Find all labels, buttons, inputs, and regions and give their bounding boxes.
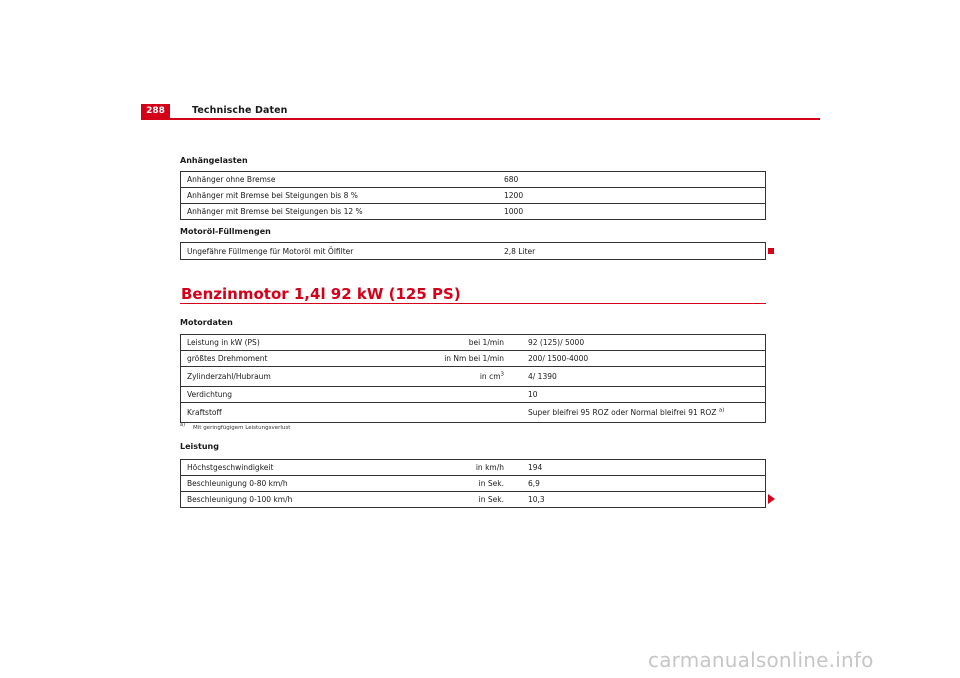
- table-row: [181, 351, 766, 367]
- row-unit: bei 1/min: [414, 335, 510, 351]
- value-text: Super bleifrei 95 ROZ oder Normal bleifrei 91 ROZ: [528, 408, 717, 417]
- row-label: Höchstgeschwindigkeit: [181, 460, 415, 476]
- row-label: Anhänger mit Bremse bei Steigungen bis 12 %: [187, 207, 363, 216]
- footnote-text: Mit geringfügigem Leistungsverlust: [193, 424, 291, 431]
- row-label: Kraftstoff: [187, 408, 222, 417]
- row-unit: in Sek.: [414, 476, 510, 492]
- table-row: [181, 403, 766, 423]
- row-value: 4/ 1390: [510, 367, 766, 387]
- row-label: Verdichtung: [181, 387, 415, 403]
- section-title: Benzinmotor 1,4l 92 kW (125 PS): [181, 285, 461, 303]
- row-label: Leistung in kW (PS): [181, 335, 415, 351]
- footnote-reference: a): [718, 407, 725, 414]
- heading-motordaten: Motordaten: [180, 318, 233, 327]
- row-label: Beschleunigung 0-80 km/h: [181, 476, 415, 492]
- table-leistung: [180, 459, 766, 508]
- row-value: 6,9: [510, 476, 766, 492]
- row-unit: in km/h: [414, 460, 510, 476]
- row-label: Ungefähre Füllmenge für Motoröl mit Ölfilter: [187, 246, 354, 256]
- red-triangle-arrow-icon: [768, 494, 775, 504]
- unit-text: in cm: [479, 372, 501, 381]
- row-value: 680: [504, 172, 766, 188]
- section-rule: [180, 303, 766, 304]
- row-unit: in Nm bei 1/min: [414, 351, 510, 367]
- row-value: 194: [510, 460, 766, 476]
- table-row: [181, 335, 766, 351]
- table-row: [181, 204, 766, 220]
- row-unit: [414, 387, 510, 403]
- row-value: 10,3: [528, 495, 545, 504]
- row-value: 2,8 Liter: [504, 246, 536, 256]
- table-row: [181, 460, 766, 476]
- row-unit: [414, 403, 510, 423]
- table-row: [181, 172, 766, 188]
- row-value: [510, 403, 766, 423]
- row-label: Zylinderzahl/Hubraum: [181, 367, 415, 387]
- footnote: [180, 422, 290, 431]
- row-label: Beschleunigung 0-100 km/h: [187, 495, 293, 504]
- row-value: 200/ 1500-4000: [510, 351, 766, 367]
- row-value: 92 (125)/ 5000: [510, 335, 766, 351]
- row-value: 10: [510, 387, 766, 403]
- row-unit: in Sek.: [478, 495, 504, 504]
- row-label: Anhänger ohne Bremse: [181, 172, 505, 188]
- row-value: 1200: [504, 188, 766, 204]
- page-header-title: Technische Daten: [192, 105, 288, 116]
- header-rule: [141, 118, 820, 120]
- table-motoroel: [180, 242, 766, 260]
- heading-motoroel: Motoröl-Füllmengen: [180, 227, 271, 236]
- table-row: [181, 387, 766, 403]
- row-label: größtes Drehmoment: [181, 351, 415, 367]
- table-row: [181, 188, 766, 204]
- page-number: 288: [141, 104, 170, 118]
- table-row: [181, 367, 766, 387]
- table-row: [181, 243, 766, 260]
- row-label: Anhänger mit Bremse bei Steigungen bis 8 %: [181, 188, 505, 204]
- table-motordaten: [180, 334, 766, 423]
- unit-superscript: 3: [500, 371, 504, 378]
- table-anhaengelasten: [180, 171, 766, 220]
- row-value: 1000: [504, 207, 524, 216]
- red-square-icon: [768, 248, 774, 254]
- table-row: [181, 492, 766, 508]
- table-row: [181, 476, 766, 492]
- heading-leistung: Leistung: [180, 442, 219, 451]
- heading-anhaengelasten: Anhängelasten: [180, 156, 248, 165]
- watermark-text: carmanualsonline.info: [648, 648, 874, 672]
- footnote-mark: a): [180, 422, 186, 428]
- row-unit: [414, 367, 510, 387]
